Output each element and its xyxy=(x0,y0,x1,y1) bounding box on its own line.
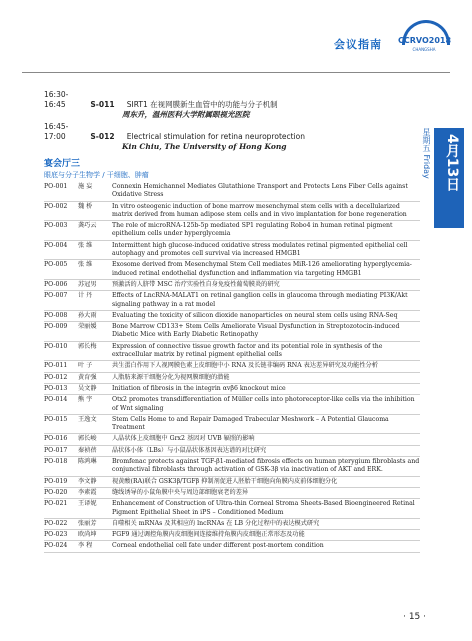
logo-text: CCRVO2018 xyxy=(398,36,452,45)
poster-title: Intermittent high glucose-induced oxidative stress modulates retinal pigmented epithelial cell autophagy and promotes cell survival via increased HMGB1 xyxy=(112,241,408,258)
poster-author: 郭长峻 xyxy=(78,435,97,443)
poster-title: FGF9 通过调控角膜内皮细胞间连接维持角膜内皮细胞正常形态及功能 xyxy=(112,531,305,539)
header-divider xyxy=(22,72,450,73)
poster-row xyxy=(44,395,420,415)
poster-title: Enhancement of Construction of Ultra-thin Corneal Stroma Sheets-Based Bioengineered Retinal Pigment Epithelial Sheet in iPS – Conditioned Medium xyxy=(112,500,415,516)
poster-title: The role of microRNA-125b-5p mediated SP1 regulating Robo4 in human retinal pigment epithelium cells under hyperglycemia xyxy=(112,222,393,238)
poster-title: Corneal endothelial cell fate under different post-mortem condition xyxy=(112,542,324,550)
talk-item xyxy=(44,90,278,120)
poster-row xyxy=(44,415,420,435)
poster-id: PO-006 xyxy=(44,280,68,288)
side-weekday: 星期五 Friday xyxy=(422,128,431,179)
poster-author: 郭长梅 xyxy=(78,342,97,350)
poster-author: 张 维 xyxy=(78,241,93,249)
poster-author: 欧尚坤 xyxy=(78,531,97,539)
poster-id: PO-022 xyxy=(44,519,68,527)
poster-author: 李 程 xyxy=(78,542,93,550)
poster-title: Stem Cells Home to and Repair Damaged Trabecular Meshwork – A Potential Glaucoma Treatment xyxy=(112,415,389,432)
poster-title: 自噬相关 mRNAs 及其相应的 lncRNAs 在 LB 分化过程中的表达模式研究 xyxy=(112,519,320,527)
poster-id: PO-015 xyxy=(44,415,68,423)
poster-row xyxy=(44,342,420,362)
poster-row xyxy=(44,322,420,342)
poster-author: 吴文静 xyxy=(78,384,97,392)
poster-row xyxy=(44,499,420,519)
poster-row xyxy=(44,530,420,541)
poster-id: PO-016 xyxy=(44,435,68,443)
poster-id: PO-017 xyxy=(44,446,68,454)
poster-author: 荣丽媛 xyxy=(78,323,97,331)
poster-id: PO-008 xyxy=(44,311,68,319)
poster-title: Connexin Hemichannel Mediates Glutathione Transport and Protects Lens Fiber Cells against Oxidative Stress xyxy=(112,183,408,199)
poster-author: 孙大雨 xyxy=(78,311,97,319)
talk-time: 16:30-16:45 xyxy=(44,90,69,109)
poster-row xyxy=(44,488,420,499)
poster-id: PO-002 xyxy=(44,202,68,210)
poster-id: PO-013 xyxy=(44,384,68,392)
poster-title: 人晶状体上皮细胞中 Grx2 基因对 UVB 辐照的影响 xyxy=(112,435,255,443)
poster-id: PO-010 xyxy=(44,342,68,350)
session-topic: 眼底与分子生物学 / 干细胞、肿瘤 xyxy=(44,171,149,179)
poster-id: PO-024 xyxy=(44,542,68,550)
poster-title: Evaluating the toxicity of silicon dioxide nanoparticles on neural stem cells using RNA-Seq xyxy=(112,311,398,319)
poster-author: 龚巧云 xyxy=(78,222,97,230)
poster-author: 黄育强 xyxy=(78,373,97,381)
talk-code: S-011 xyxy=(90,100,115,109)
poster-author: 王译妮 xyxy=(78,500,97,508)
poster-row xyxy=(44,541,420,552)
ccrvo-logo xyxy=(398,20,450,62)
poster-row xyxy=(44,182,420,202)
poster-author: 王逸文 xyxy=(78,415,97,423)
poster-id: PO-012 xyxy=(44,373,68,381)
poster-row xyxy=(44,519,420,530)
poster-title: 晶状体小体（LBs）与小鼠晶状体基因表达谱的对比研究 xyxy=(112,446,267,454)
poster-title: Exosome derived from Mesenchymal Stem Cell mediates MiR-126 ameliorating hyperglycemia-induced retinal endothelial dysfunction and inflammation via targeting HMGB1 xyxy=(112,261,412,277)
poster-row xyxy=(44,241,420,261)
poster-author: 张 维 xyxy=(78,261,93,269)
talk-speaker: 周东升，温州医科大学附属眼视光医院 xyxy=(122,110,250,119)
poster-title: 缝线诱导的小鼠角膜中央与周边部细胞衰老的差异 xyxy=(112,488,249,496)
page-header-title: 会议指南 xyxy=(334,38,382,51)
poster-id: PO-005 xyxy=(44,261,68,269)
poster-author: 李文静 xyxy=(78,477,97,485)
side-date: 4月13日 xyxy=(444,134,460,192)
poster-row xyxy=(44,202,420,222)
poster-row xyxy=(44,221,420,241)
talk-title: Electrical stimulation for retina neuroprotection xyxy=(126,132,305,141)
poster-author: 熊 宇 xyxy=(78,396,93,404)
poster-row xyxy=(44,434,420,445)
poster-id: PO-021 xyxy=(44,500,68,508)
poster-id: PO-003 xyxy=(44,222,68,230)
poster-row xyxy=(44,446,420,457)
hall-title: 宴会厅三 xyxy=(44,159,81,169)
poster-id: PO-007 xyxy=(44,292,68,300)
poster-row xyxy=(44,457,420,477)
poster-id: PO-023 xyxy=(44,531,68,539)
poster-author: 施 妄 xyxy=(78,183,93,190)
poster-title: 共生蛋白作用下人视网膜色素上皮细胞中小 RNA 及长链非编码 RNA 表达差异研究及功能性分析 xyxy=(112,362,378,370)
poster-row xyxy=(44,280,420,291)
poster-row xyxy=(44,373,420,384)
poster-id: PO-009 xyxy=(44,323,68,331)
poster-author: 陈鸿琳 xyxy=(78,458,97,466)
poster-id: PO-011 xyxy=(44,362,68,370)
poster-author: 苏冠男 xyxy=(78,280,97,288)
poster-title: Otx2 promotes transdifferentiation of Müller cells into photoreceptor-like cells via the inhibition of Wnt signaling xyxy=(112,396,415,412)
side-date-tab xyxy=(434,128,464,228)
poster-author: 计 丹 xyxy=(78,292,93,300)
poster-row xyxy=(44,361,420,372)
poster-title: Expression of connective tissue growth factor and its potential role in synthesis of the extracellular matrix by retinal pigment epithelial cells xyxy=(112,342,383,359)
poster-row xyxy=(44,260,420,280)
poster-id: PO-020 xyxy=(44,488,68,496)
poster-title: 视黄酸(RA)联合 GSK3β/TGFβ 抑制剂促进人胚胎干细胞向角膜内皮前体细胞分化 xyxy=(112,477,338,485)
talk-time: 16:45-17:00 xyxy=(44,122,69,141)
poster-author: 叶 子 xyxy=(78,362,93,370)
poster-row xyxy=(44,477,420,488)
talk-title: SIRT1 在视网膜新生血管中的功能与分子机制 xyxy=(126,100,278,109)
poster-author: 李素霞 xyxy=(78,488,97,496)
poster-title: In vitro osteogenic induction of bone marrow mesenchymal stem cells with a decellularized matrix derived from human adipose stem cells and in vivo implantation for bone regeneration xyxy=(112,202,407,218)
talk-item xyxy=(44,122,305,152)
talk-speaker: Kin Chiu, The University of Hong Kong xyxy=(122,142,287,151)
poster-title: 预激活的人脐带 MSC 治疗实验性自身免疫性葡萄膜炎的研究 xyxy=(112,280,280,288)
poster-id: PO-018 xyxy=(44,458,68,466)
poster-id: PO-019 xyxy=(44,477,68,485)
poster-title: Initiation of fibrosis in the integrin αvβ6 knockout mice xyxy=(112,384,286,392)
poster-title: Bone Marrow CD133+ Stem Cells Ameliorate Visual Dysfunction in Streptozotocin-induced Diabetic Mice with Early Diabetic Retinopathy xyxy=(112,323,400,339)
talk-code: S-012 xyxy=(90,132,115,141)
poster-author: 魏 桥 xyxy=(78,202,93,210)
poster-list xyxy=(44,182,420,553)
poster-id: PO-014 xyxy=(44,396,68,404)
poster-title: Effects of LncRNA-MALAT1 on retinal ganglion cells in glaucoma through mediating PI3K/Akt signaling pathway in a rat model xyxy=(112,292,408,308)
poster-author: 秦祯蓓 xyxy=(78,446,97,454)
poster-id: PO-004 xyxy=(44,241,68,249)
poster-row xyxy=(44,384,420,395)
poster-author: 张丽芳 xyxy=(78,519,97,527)
poster-title: 人脂肪来源干细胞分化为视网膜细胞的潜能 xyxy=(112,373,230,381)
poster-row xyxy=(44,311,420,322)
logo-subtext: CHANGSHA xyxy=(412,47,436,52)
poster-id: PO-001 xyxy=(44,183,68,190)
poster-title: Bromfenac protects against TGF-β1-mediated fibrosis effects on human pterygium fibroblasts and conjunctival fibroblasts through activation of GSK-3β via inactivation of AKT and ERK. xyxy=(112,458,420,474)
poster-row xyxy=(44,291,420,311)
page-number: · 15 · xyxy=(403,612,426,622)
